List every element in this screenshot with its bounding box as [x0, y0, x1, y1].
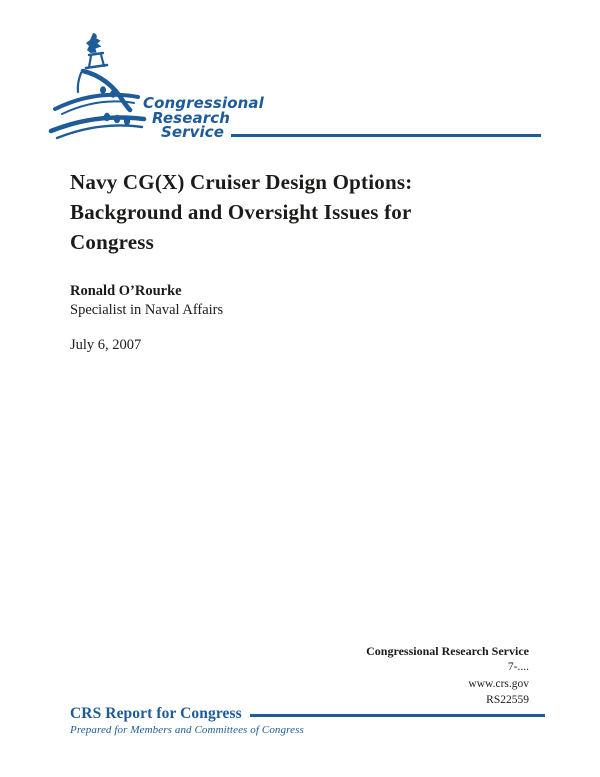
logo-word-service: Service [161, 123, 225, 141]
capitol-dome-icon [48, 31, 148, 143]
footer-rule [250, 714, 545, 717]
report-title [70, 167, 560, 257]
logo-word-congressional: Congressional [143, 94, 264, 112]
title-line: Background and Oversight Issues for [70, 200, 412, 224]
report-number: RS22559 [486, 693, 529, 706]
footer [70, 705, 545, 736]
logo-rule [231, 134, 541, 137]
publisher-phone: 7-.... [507, 661, 529, 674]
footer-series-title: CRS Report for Congress [70, 705, 242, 722]
publisher-org: Congressional Research Service [366, 644, 529, 658]
title-line: Navy CG(X) Cruiser Design Options: [70, 170, 413, 194]
footer-tagline: Prepared for Members and Committees of Congress [70, 724, 304, 736]
report-date: July 6, 2007 [70, 337, 142, 353]
author-name: Ronald O’Rourke [70, 283, 182, 299]
crs-logo-wordmark [143, 96, 264, 140]
author-role: Specialist in Naval Affairs [70, 302, 224, 318]
title-line: Congress [70, 230, 155, 254]
author-block [70, 282, 223, 320]
logo-word-research: Research [152, 108, 230, 127]
publisher-website: www.crs.gov [468, 677, 529, 690]
publisher-block [366, 643, 529, 708]
